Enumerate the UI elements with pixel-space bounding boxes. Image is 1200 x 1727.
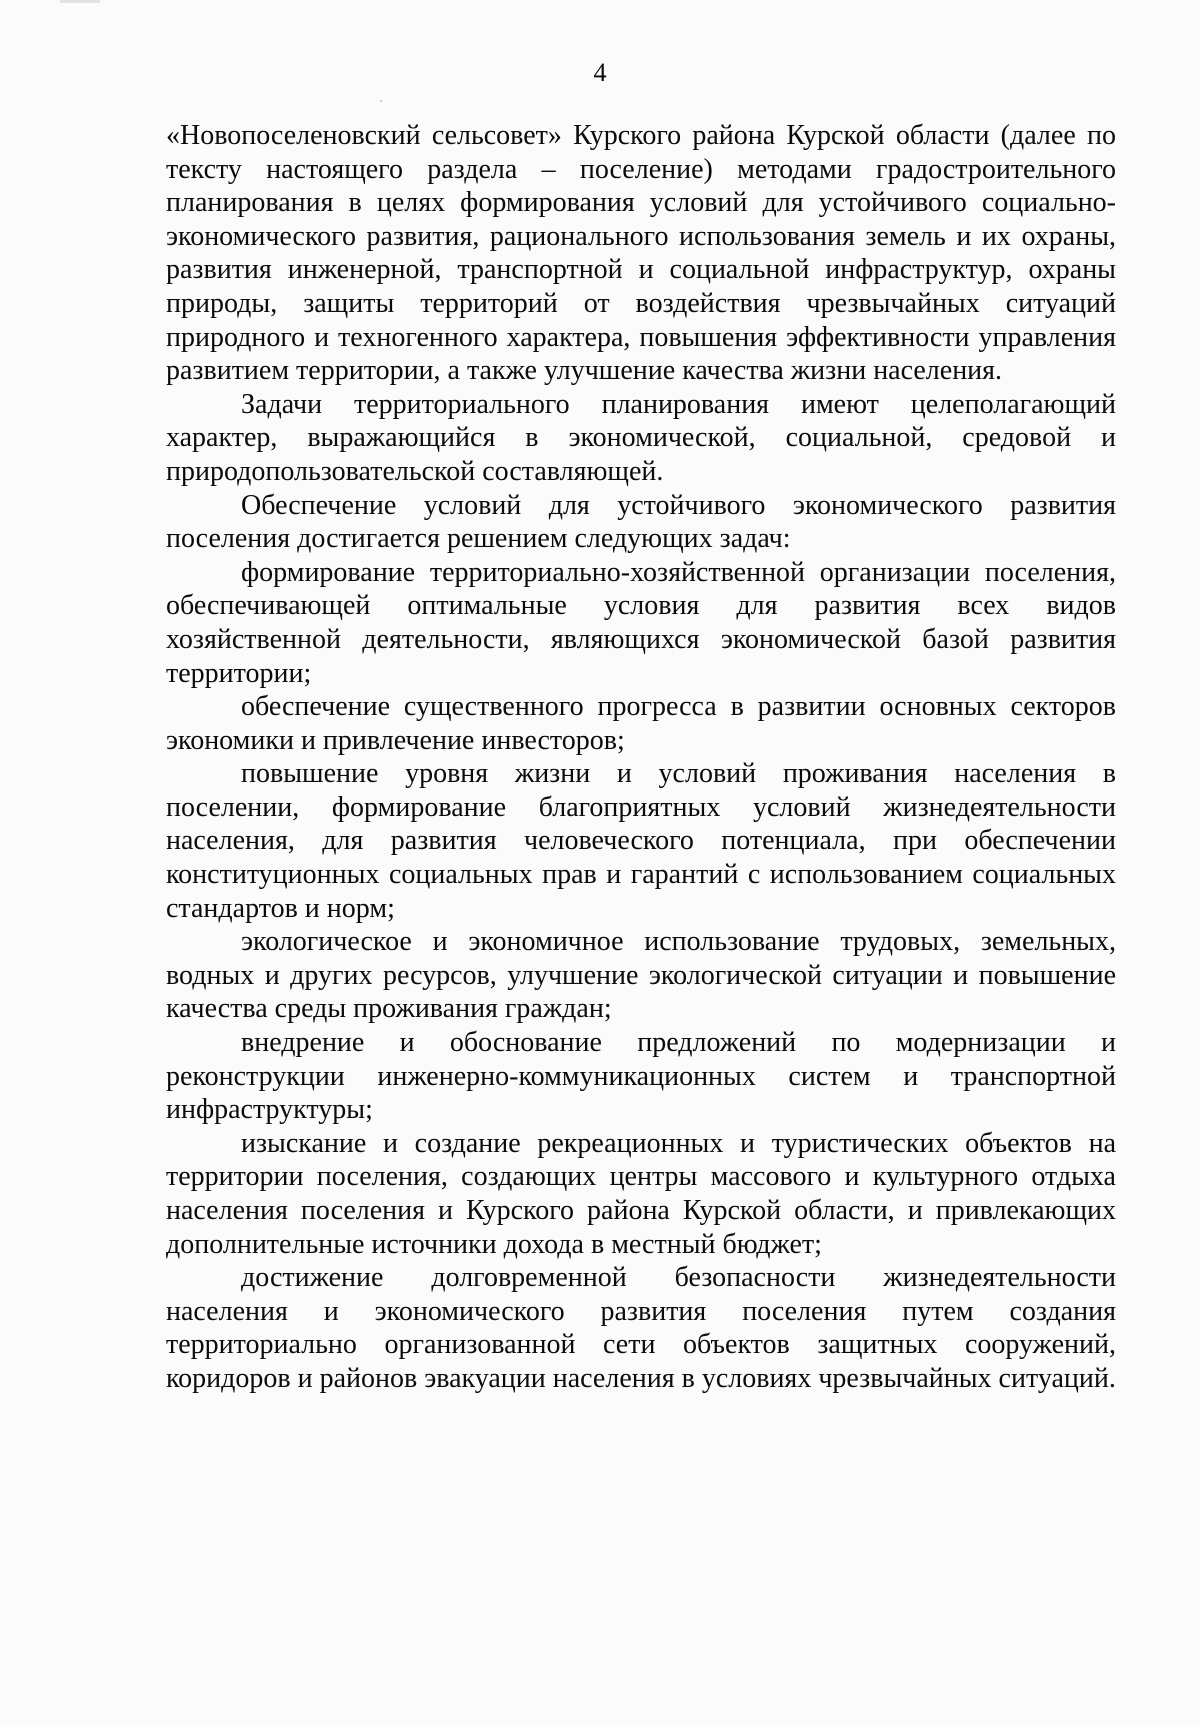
scan-artifact-dot <box>380 100 382 102</box>
paragraph-tasks-intro: Задачи территориального планирования имеют целеполагающий характер, выражающийся в экономической, социальной, средовой и природопользовательской составляющей. <box>166 388 1116 487</box>
list-item-living-standards: повышение уровня жизни и условий проживания населения в поселении, формирование благоприятных условий жизнедеятельности населения, для развития человеческого потенциала, при обеспечении конституционных социальных прав и гарантий с использованием социальных стандартов и норм; <box>166 758 1116 924</box>
paragraph-continuation: «Новопоселеновский сельсовет» Курского района Курской области (далее по тексту настоящего раздела – поселение) методами градостроительного планирования в целях формирования условий для устойчивого социально-экономического развития, рационального использования земель и их охраны, развития инженерной, транспортной и социальной инфраструктур, охраны природы, защиты территорий от воздействия чрезвычайных ситуаций природного и техногенного характера, повышения эффективности управления развитием территории, а также улучшение качества жизни населения. <box>166 120 1116 387</box>
list-item-long-term-safety: достижение долговременной безопасности жизнедеятельности населения и экономического развития поселения путем создания территориально организованной сети объектов защитных сооружений, коридоров и районов эвакуации населения в условиях чрезвычайных ситуаций. <box>166 1262 1116 1394</box>
list-item-infrastructure-modernization: внедрение и обоснование предложений по модернизации и реконструкции инженерно-коммуникационных систем и транспортной инфраструктуры; <box>166 1027 1116 1126</box>
list-item-resource-use: экологическое и экономичное использование трудовых, земельных, водных и других ресурсов, улучшение экологической ситуации и повышение качества среды проживания граждан; <box>166 926 1116 1025</box>
document-body <box>166 119 1116 1396</box>
scan-artifact <box>60 0 100 3</box>
page-number: 4 <box>593 58 607 87</box>
list-item-territorial-organization: формирование территориально-хозяйственной организации поселения, обеспечивающей оптимальные условия для развития всех видов хозяйственной деятельности, являющихся экономической базой развития территории; <box>166 556 1116 689</box>
list-item-recreation-objects: изыскание и создание рекреационных и туристических объектов на территории поселения, создающих центры массового и культурного отдыха населения поселения и Курского района Курской области, и привлекающих дополнительные источники дохода в местный бюджет; <box>166 1127 1116 1260</box>
list-item-economic-progress: обеспечение существенного прогресса в развитии основных секторов экономики и привлечение инвесторов; <box>166 691 1116 756</box>
paragraph-economic-conditions: Обеспечение условий для устойчивого экономического развития поселения достигается решением следующих задач: <box>166 489 1116 555</box>
